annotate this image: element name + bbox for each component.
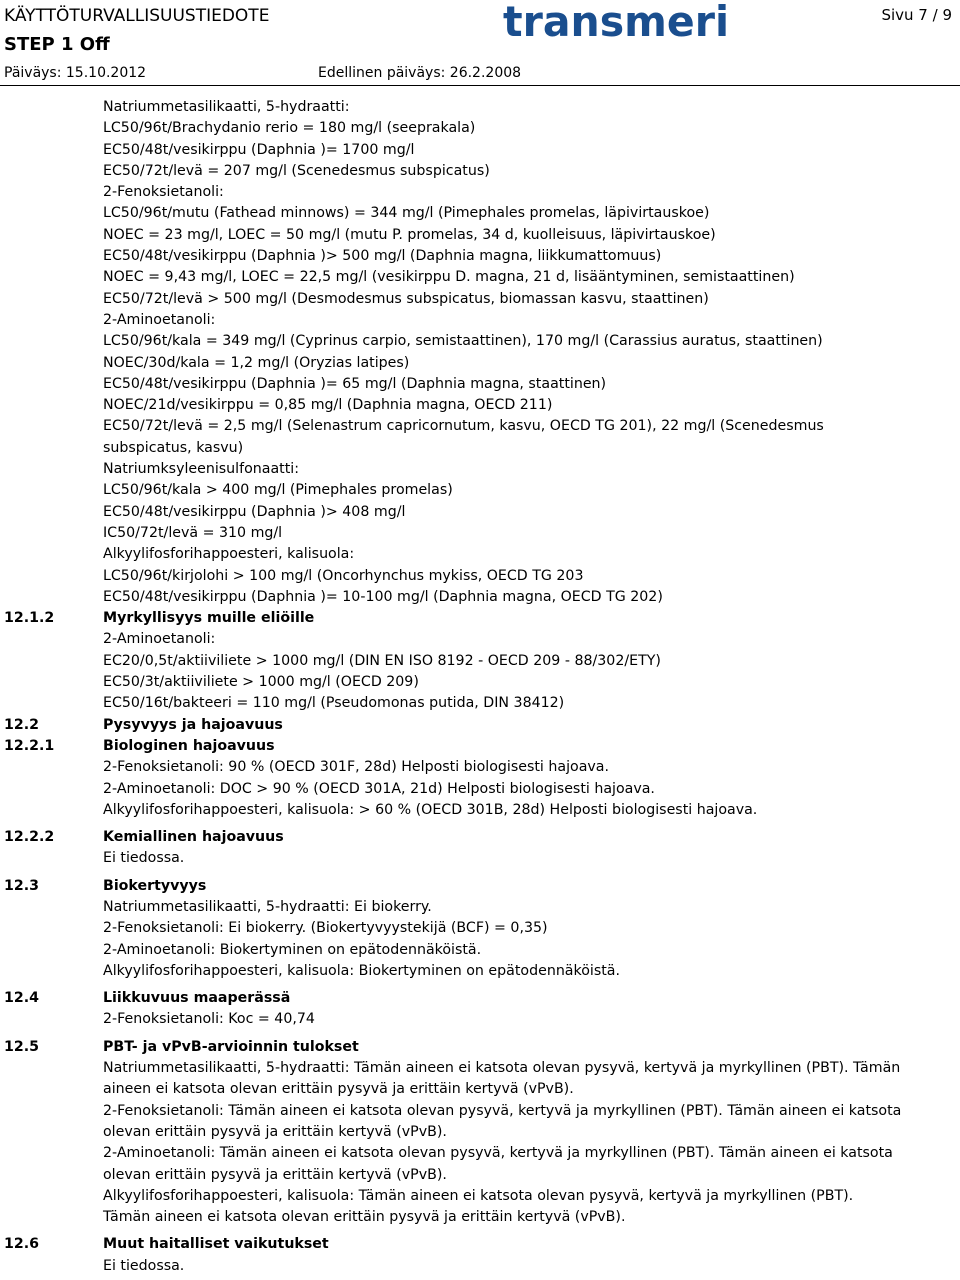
- text-line: [0, 1058, 960, 1079]
- text-line: [0, 246, 960, 267]
- text-line: [0, 800, 960, 821]
- section-title: Biokertyvyys: [103, 877, 207, 894]
- text-line: [0, 203, 960, 224]
- text-line: [0, 438, 960, 459]
- line-text: Alkyylifosforihappoesteri, kalisuola:: [103, 546, 355, 563]
- section-number: 12.2.2: [4, 829, 55, 846]
- text-line: [0, 182, 960, 203]
- text-line: [0, 848, 960, 869]
- line-text: NOEC = 23 mg/l, LOEC = 50 mg/l (mutu P. promelas, 34 d, kuolleisuus, läpivirtauskoe): [103, 226, 716, 243]
- line-text: Natriummetasilikaatti, 5-hydraatti: Tämän aineen ei katsota olevan pysyvä, kertyvä ja myrkyllinen (PBT). Tämän: [103, 1060, 901, 1077]
- text-line: [0, 502, 960, 523]
- section-title: PBT- ja vPvB-arvioinnin tulokset: [103, 1038, 359, 1055]
- text-line: [0, 310, 960, 331]
- line-text: EC50/48t/vesikirppu (Daphnia )= 1700 mg/l: [103, 141, 415, 158]
- section-number: 12.2: [4, 716, 40, 733]
- line-text: olevan erittäin pysyvä ja erittäin kertyvä (vPvB).: [103, 1166, 447, 1183]
- section-title: Myrkyllisyys muille eliöille: [103, 610, 315, 627]
- line-text: EC20/0,5t/aktiiviliete > 1000 mg/l (DIN EN ISO 8192 - OECD 209 - 88/302/ETY): [103, 652, 661, 669]
- line-text: EC50/48t/vesikirppu (Daphnia )= 10-100 mg/l (Daphnia magna, OECD TG 202): [103, 588, 663, 605]
- line-text: LC50/96t/kala = 349 mg/l (Cyprinus carpio, semistaattinen), 170 mg/l (Carassius auratus, staattinen): [103, 333, 823, 350]
- line-text: Alkyylifosforihappoesteri, kalisuola: Biokertyminen on epätodennäköistä.: [103, 962, 620, 979]
- text-line: [0, 1165, 960, 1186]
- text-line: [0, 629, 960, 650]
- line-text: NOEC = 9,43 mg/l, LOEC = 22,5 mg/l (vesikirppu D. magna, 21 d, lisääntyminen, semistaattinen): [103, 269, 795, 286]
- section-body: [0, 629, 960, 714]
- text-line: [0, 459, 960, 480]
- text-line: [0, 779, 960, 800]
- text-line: [0, 353, 960, 374]
- text-line: [0, 961, 960, 982]
- text-line: [0, 140, 960, 161]
- text-line: [0, 1186, 960, 1207]
- section-number: 12.4: [4, 990, 40, 1007]
- section-heading-12-3: [0, 876, 960, 897]
- line-text: LC50/96t/mutu (Fathead minnows) = 344 mg/l (Pimephales promelas, läpivirtauskoe): [103, 205, 710, 222]
- text-line: [0, 693, 960, 714]
- text-line: [0, 1079, 960, 1100]
- text-line: [0, 1256, 960, 1277]
- section-body: [0, 848, 960, 869]
- line-text: 2-Fenoksietanoli: Tämän aineen ei katsota olevan pysyvä, kertyvä ja myrkyllinen (PBT). Tämän aineen ei katsota: [103, 1102, 902, 1119]
- section-number: 12.3: [4, 877, 40, 894]
- line-text: 2-Fenoksietanoli: Ei biokerry. (Biokertyvyystekijä (BCF) = 0,35): [103, 920, 548, 937]
- line-text: IC50/72t/levä = 310 mg/l: [103, 524, 283, 541]
- text-line: [0, 897, 960, 918]
- text-line: [0, 289, 960, 310]
- section-heading-12-6: [0, 1234, 960, 1255]
- line-text: Natriumksyleenisulfonaatti:: [103, 461, 300, 478]
- line-text: 2-Aminoetanoli:: [103, 631, 216, 648]
- line-text: Alkyylifosforihappoesteri, kalisuola: Tämän aineen ei katsota olevan pysyvä, kertyvä ja myrkyllinen (PBT).: [103, 1187, 854, 1204]
- section-body: [0, 1009, 960, 1030]
- line-text: NOEC/30d/kala = 1,2 mg/l (Oryzias latipes): [103, 354, 410, 371]
- document-title: KÄYTTÖTURVALLISUUSTIEDOTE: [4, 6, 270, 26]
- header-divider: [0, 85, 960, 86]
- section-number: 12.1.2: [4, 610, 55, 627]
- line-text: EC50/48t/vesikirppu (Daphnia )> 408 mg/l: [103, 503, 406, 520]
- line-text: Tämän aineen ei katsota olevan erittäin pysyvä ja erittäin kertyvä (vPvB).: [103, 1209, 626, 1226]
- text-line: [0, 672, 960, 693]
- line-text: LC50/96t/Brachydanio rerio = 180 mg/l (seeprakala): [103, 120, 476, 137]
- section-heading-12-2: [0, 715, 960, 736]
- section-title: Liikkuvuus maaperässä: [103, 990, 291, 1007]
- transmeri-logo: [503, 0, 731, 46]
- line-text: 2-Aminoetanoli: Tämän aineen ei katsota olevan pysyvä, kertyvä ja myrkyllinen (PBT). Tämän aineen ei katsota: [103, 1145, 893, 1162]
- section-heading-12-5: [0, 1037, 960, 1058]
- line-text: 2-Fenoksietanoli:: [103, 184, 224, 201]
- text-line: [0, 1207, 960, 1228]
- line-text: EC50/48t/vesikirppu (Daphnia )> 500 mg/l (Daphnia magna, liikkumattomuus): [103, 248, 662, 265]
- section-body: [0, 757, 960, 821]
- line-text: EC50/3t/aktiiviliete > 1000 mg/l (OECD 209): [103, 674, 419, 691]
- line-text: 2-Aminoetanoli: DOC > 90 % (OECD 301A, 21d) Helposti biologisesti hajoava.: [103, 780, 655, 797]
- section-title: Pysyvyys ja hajoavuus: [103, 716, 283, 733]
- section-heading-12-1-2: [0, 608, 960, 629]
- text-line: [0, 1122, 960, 1143]
- section-12-content: [0, 97, 960, 1277]
- logo-wordmark: transmeri: [503, 0, 729, 46]
- text-line: [0, 331, 960, 352]
- section-title: Muut haitalliset vaikutukset: [103, 1236, 329, 1253]
- page-number: Sivu 7 / 9: [881, 6, 952, 24]
- product-name: STEP 1 Off: [4, 34, 110, 55]
- line-text: EC50/72t/levä = 207 mg/l (Scenedesmus subspicatus): [103, 162, 490, 179]
- text-line: [0, 267, 960, 288]
- line-text: NOEC/21d/vesikirppu = 0,85 mg/l (Daphnia magna, OECD 211): [103, 397, 553, 414]
- line-text: 2-Fenoksietanoli: Koc = 40,74: [103, 1011, 315, 1028]
- text-line: [0, 1009, 960, 1030]
- line-text: subspicatus, kasvu): [103, 439, 244, 456]
- line-text: LC50/96t/kirjolohi > 100 mg/l (Oncorhynchus mykiss, OECD TG 203: [103, 567, 584, 584]
- text-line: [0, 480, 960, 501]
- text-line: [0, 940, 960, 961]
- text-line: [0, 544, 960, 565]
- line-text: 2-Aminoetanoli: Biokertyminen on epätodennäköistä.: [103, 941, 482, 958]
- text-line: [0, 161, 960, 182]
- line-text: Ei tiedossa.: [103, 850, 185, 867]
- section-number: 12.2.1: [4, 737, 55, 754]
- line-text: 2-Aminoetanoli:: [103, 311, 216, 328]
- section-body: [0, 1058, 960, 1228]
- section-heading-12-4: [0, 988, 960, 1009]
- section-heading-12-2-2: [0, 827, 960, 848]
- text-line: [0, 587, 960, 608]
- text-line: [0, 118, 960, 139]
- section-body: [0, 897, 960, 982]
- line-text: Natriummetasilikaatti, 5-hydraatti: Ei biokerry.: [103, 898, 432, 915]
- section-title: Kemiallinen hajoavuus: [103, 829, 284, 846]
- line-text: aineen ei katsota olevan erittäin pysyvä ja erittäin kertyvä (vPvB).: [103, 1081, 574, 1098]
- issue-date: Päiväys: 15.10.2012: [4, 65, 147, 81]
- line-text: Ei tiedossa.: [103, 1257, 185, 1274]
- section-title: Biologinen hajoavuus: [103, 737, 275, 754]
- line-text: 2-Fenoksietanoli: 90 % (OECD 301F, 28d) Helposti biologisesti hajoava.: [103, 759, 609, 776]
- ecotoxicity-data: [0, 97, 960, 608]
- line-text: Natriummetasilikaatti, 5-hydraatti:: [103, 99, 350, 115]
- text-line: [0, 1143, 960, 1164]
- text-line: [0, 1101, 960, 1122]
- text-line: [0, 651, 960, 672]
- text-line: [0, 374, 960, 395]
- text-line: [0, 566, 960, 587]
- line-text: olevan erittäin pysyvä ja erittäin kertyvä (vPvB).: [103, 1123, 447, 1140]
- section-body: [0, 1256, 960, 1277]
- line-text: EC50/48t/vesikirppu (Daphnia )= 65 mg/l (Daphnia magna, staattinen): [103, 375, 607, 392]
- line-text: EC50/72t/levä > 500 mg/l (Desmodesmus subspicatus, biomassan kasvu, staattinen): [103, 290, 709, 307]
- text-line: [0, 757, 960, 778]
- text-line: [0, 97, 960, 118]
- section-number: 12.5: [4, 1038, 40, 1055]
- text-line: [0, 395, 960, 416]
- section-number: 12.6: [4, 1236, 40, 1253]
- text-line: [0, 225, 960, 246]
- section-heading-12-2-1: [0, 736, 960, 757]
- line-text: LC50/96t/kala > 400 mg/l (Pimephales promelas): [103, 482, 453, 499]
- line-text: Alkyylifosforihappoesteri, kalisuola: > 60 % (OECD 301B, 28d) Helposti biologisesti hajoava.: [103, 801, 758, 818]
- line-text: EC50/72t/levä = 2,5 mg/l (Selenastrum capricornutum, kasvu, OECD TG 201), 22 mg/l (Scenedesmus: [103, 418, 824, 435]
- text-line: [0, 523, 960, 544]
- previous-date: Edellinen päiväys: 26.2.2008: [318, 65, 522, 81]
- text-line: [0, 416, 960, 437]
- text-line: [0, 918, 960, 939]
- line-text: EC50/16t/bakteeri = 110 mg/l (Pseudomonas putida, DIN 38412): [103, 695, 565, 712]
